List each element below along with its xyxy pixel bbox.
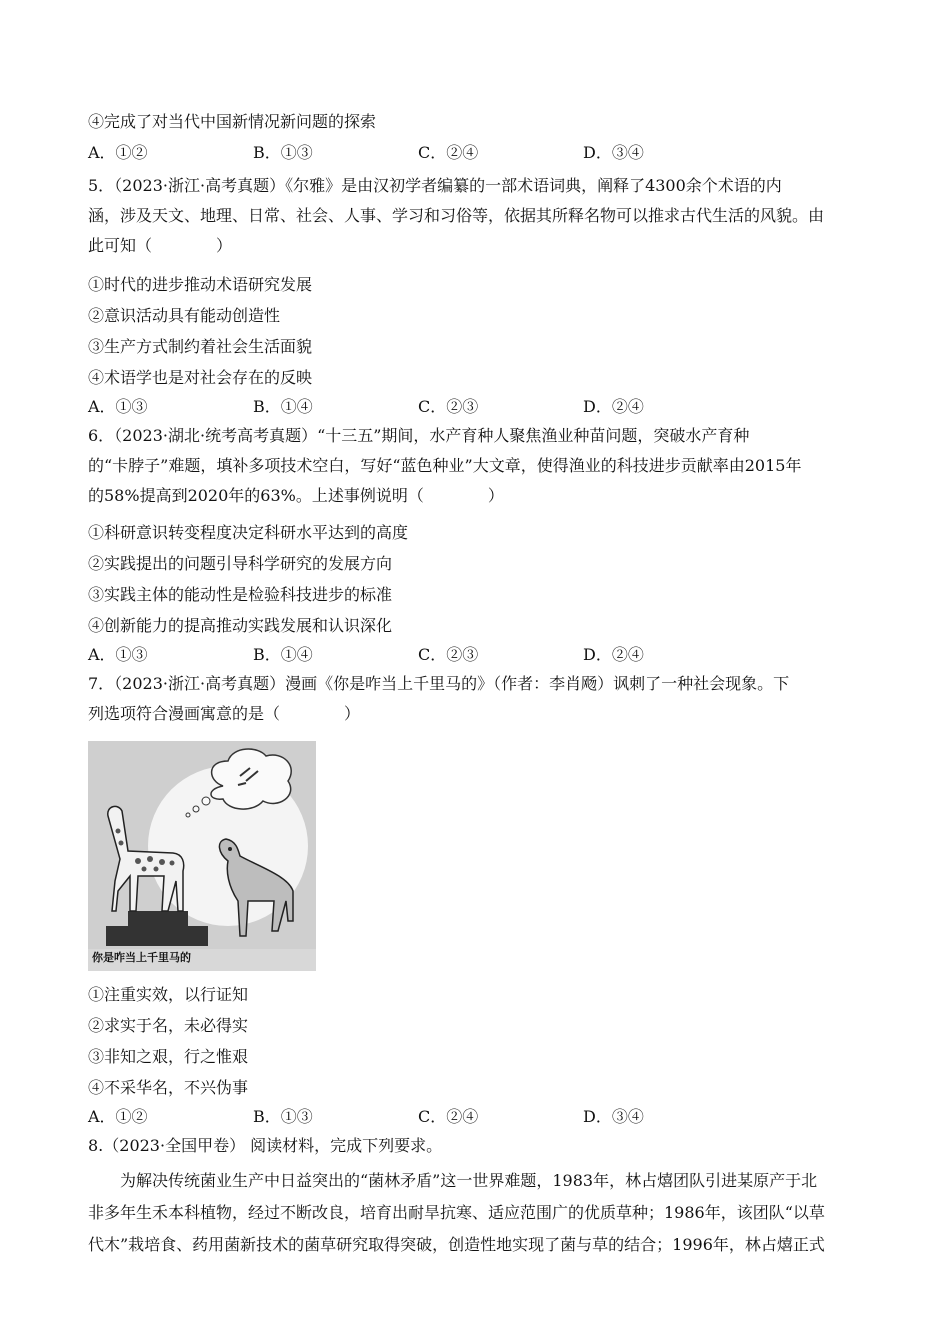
q4-option-b[interactable]: B．①③ [253,143,313,162]
q5-item-3: ③生产方式制约着社会生活面貌 [88,337,313,356]
q7-stem-line-1: 7．（2023·浙江·高考真题）漫画《你是咋当上千里马的》（作者：李肖飏）讽刺了一种社会现象。下 [88,674,790,693]
q5-option-a[interactable]: A．①③ [88,397,148,416]
q6-stem-line-1: 6．（2023·湖北·统考高考真题）“十三五”期间，水产育种人聚焦渔业种苗问题，突破水产育种 [88,426,750,445]
q6-option-b[interactable]: B．①④ [253,645,313,664]
q7-options [88,1103,868,1131]
q8-paragraph-line-1: 为解决传统菌业生产中日益突出的“菌林矛盾”这一世界难题，1983年，林占熺团队引进某原产于北 [120,1171,818,1190]
q6-stem-line-2: 的“卡脖子”难题，填补多项技术空白，写好“蓝色种业”大文章，使得渔业的科技进步贡献率由2015年 [88,456,802,475]
q7-option-a[interactable]: A．①② [88,1107,148,1126]
q5-item-2: ②意识活动具有能动创造性 [88,306,281,325]
q8-title: 8.（2023·全国甲卷） 阅读材料，完成下列要求。 [88,1136,443,1155]
q4-options [88,143,868,163]
q8-paragraph-line-3: 代木”栽培食、药用菌新技术的菌草研究取得突破，创造性地实现了菌与草的结合；1996年，林占熺正式 [88,1235,825,1254]
q6-item-4: ④创新能力的提高推动实践发展和认识深化 [88,616,393,635]
q7-item-3: ③非知之艰，行之惟艰 [88,1047,249,1066]
q7-option-c[interactable]: C．②④ [418,1107,479,1126]
q5-stem-line-2: 涵，涉及天文、地理、日常、社会、人事、学习和习俗等，依据其所释名物可以推求古代生活的风貌。由 [88,206,825,225]
q5-option-d[interactable]: D．②④ [583,397,644,416]
q5-stem-line-3: 此可知（ ） [88,236,233,255]
q7-option-d[interactable]: D．③④ [583,1107,644,1126]
q6-options [88,641,868,669]
q5-option-c[interactable]: C．②③ [418,397,479,416]
q5-item-4: ④术语学也是对社会存在的反映 [88,368,313,387]
cartoon-caption: 你是咋当上千里马的 [92,951,191,964]
q6-item-1: ①科研意识转变程度决定科研水平达到的高度 [88,523,409,542]
q8-paragraph-line-2: 非多年生禾本科植物，经过不断改良，培育出耐旱抗寒、适应范围广的优质草种；1986年，该团队“以草 [88,1203,825,1222]
q7-item-2: ②求实于名，未必得实 [88,1016,249,1035]
q7-item-1: ①注重实效，以行证知 [88,985,249,1004]
q6-option-c[interactable]: C．②③ [418,645,479,664]
cartoon-image [88,741,316,971]
q4-option-c[interactable]: C．②④ [418,143,479,162]
q4-option-a[interactable]: A．①② [88,143,148,162]
q5-item-1: ①时代的进步推动术语研究发展 [88,275,313,294]
q7-option-b[interactable]: B．①③ [253,1107,313,1126]
q4-item-4: ④完成了对当代中国新情况新问题的探索 [88,112,377,131]
q5-option-b[interactable]: B．①④ [253,397,313,416]
exam-page [88,112,868,1261]
q5-stem-line-1: 5．（2023·浙江·高考真题）《尔雅》是由汉初学者编纂的一部术语词典，阐释了4300余个术语的内 [88,176,782,195]
q7-stem-line-2: 列选项符合漫画寓意的是（ ） [88,704,361,723]
q6-option-d[interactable]: D．②④ [583,645,644,664]
q6-option-a[interactable]: A．①③ [88,645,148,664]
q4-option-d[interactable]: D．③④ [583,143,644,162]
q7-item-4: ④不采华名，不兴伪事 [88,1078,249,1097]
cartoon-illustration [88,741,316,971]
q6-item-2: ②实践提出的问题引导科学研究的发展方向 [88,554,393,573]
q6-stem-line-3: 的58%提高到2020年的63%。上述事例说明（ ） [88,486,504,505]
q5-options [88,393,868,421]
q6-item-3: ③实践主体的能动性是检验科技进步的标准 [88,585,393,604]
